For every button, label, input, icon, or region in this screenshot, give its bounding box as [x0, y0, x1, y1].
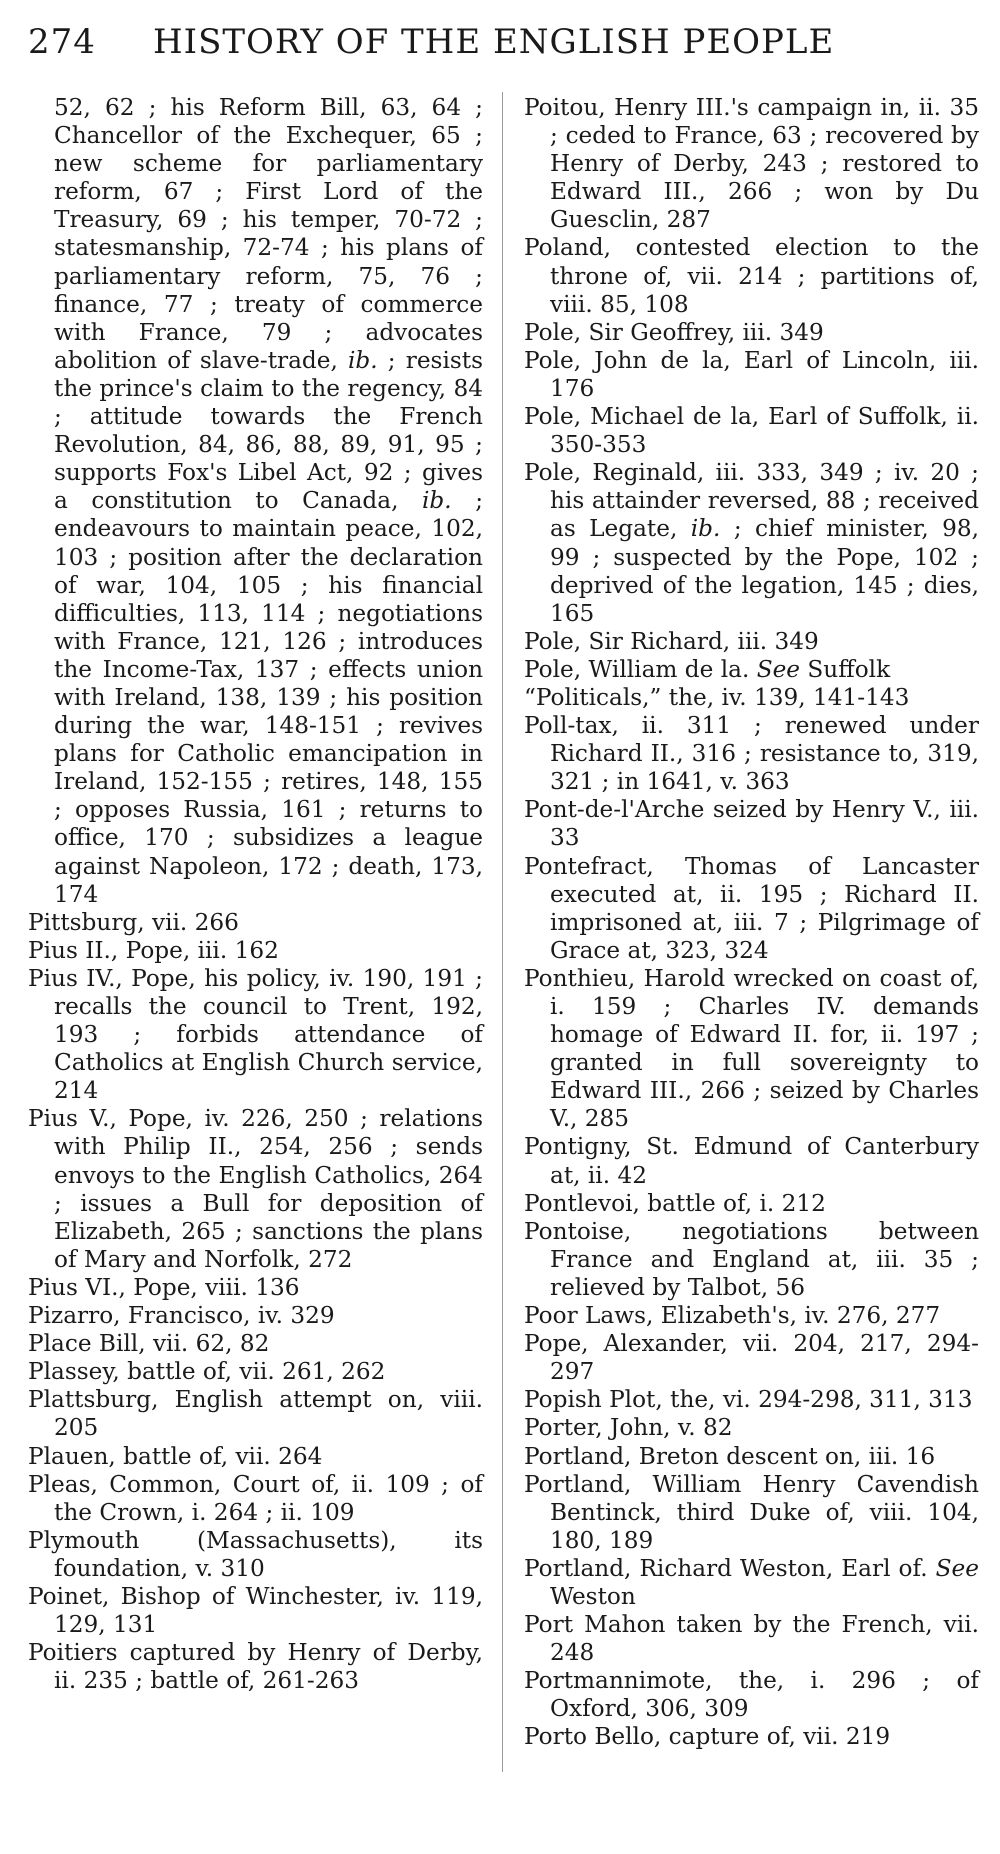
running-header: [28, 14, 988, 70]
index-entry: Pont-de-l'Arche seized by Henry V., iii. 33: [524, 796, 979, 852]
index-entry: Plattsburg, English attempt on, viii. 205: [28, 1386, 483, 1442]
index-column-right: [524, 94, 979, 1752]
index-entry: Pittsburg, vii. 266: [28, 908, 239, 936]
index-column-left: [28, 94, 483, 1695]
index-entry: Pius II., Pope, iii. 162: [28, 936, 279, 964]
index-entry: Pole, John de la, Earl of Lincoln, iii. 176: [524, 346, 979, 402]
index-entry: Portland, William Henry Cavendish Bentinck, third Duke of, viii. 104, 180, 189: [524, 1470, 979, 1554]
index-entry: Ponthieu, Harold wrecked on coast of, i. 159 ; Charles IV. demands homage of Edward II. for, ii. 197 ; granted in full sovereignty to Edward III., 266 ; seized by Charles V., 285: [524, 964, 979, 1133]
index-entry-continuation: 52, 62 ; his Reform Bill, 63, 64 ; Chancellor of the Exchequer, 65 ; new scheme for parliamentary reform, 67 ; First Lord of the Treasury, 69 ; his temper, 70-72 ; statesmanship, 72-74 ; his plans of parliamentary reform, 75, 76 ; finance, 77 ; treaty of commerce with France, 79 ; advocates abolition of slave-trade, ib. ; resists the prince's claim to the regency, 84 ; attitude towards the French Revolution, 84, 86, 88, 89, 91, 95 ; supports Fox's Libel Act, 92 ; gives a constitution to Canada, ib. ; endeavours to maintain peace, 102, 103 ; position after the declaration of war, 104, 105 ; his financial difficulties, 113, 114 ; negotiations with France, 121, 126 ; introduces the Income-Tax, 137 ; effects union with Ireland, 138, 139 ; his position during the war, 148-151 ; revives plans for Catholic emancipation in Ireland, 152-155 ; retires, 148, 155 ; opposes Russia, 161 ; returns to office, 170 ; subsidizes a league against Napoleon, 172 ; death, 173, 174: [54, 94, 484, 908]
index-entry: Pole, William de la. See Suffolk: [524, 655, 891, 683]
index-entry: Pontoise, negotiations between France and England at, iii. 35 ; relieved by Talbot, 56: [524, 1217, 979, 1301]
index-entry: Portland, Richard Weston, Earl of. See Weston: [524, 1554, 979, 1610]
index-entry: Pontigny, St. Edmund of Canterbury at, ii. 42: [524, 1133, 979, 1189]
running-title: HISTORY OF THE ENGLISH PEOPLE: [153, 22, 835, 62]
index-entry: Pius IV., Pope, his policy, iv. 190, 191 ; recalls the council to Trent, 192, 193 ; forbids attendance of Catholics at English Church service, 214: [28, 964, 483, 1105]
index-entry: Pius VI., Pope, viii. 136: [28, 1273, 300, 1301]
index-entry: Poll-tax, ii. 311 ; renewed under Richard II., 316 ; resistance to, 319, 321 ; in 1641, v. 363: [524, 712, 979, 796]
index-entry: Plauen, battle of, vii. 264: [28, 1442, 323, 1470]
index-entry: Poinet, Bishop of Winchester, iv. 119, 129, 131: [28, 1582, 483, 1639]
index-entry: Pole, Reginald, iii. 333, 349 ; iv. 20 ; his attainder reversed, 88 ; received as Legate, ib. ; chief minister, 98, 99 ; suspected by the Pope, 102 ; deprived of the legation, 145 ; dies, 165: [524, 459, 979, 627]
index-entry: Poor Laws, Elizabeth's, iv. 276, 277: [524, 1302, 941, 1330]
index-entry: Pole, Sir Geoffrey, iii. 349: [524, 318, 824, 346]
index-entry: Popish Plot, the, vi. 294-298, 311, 313: [524, 1386, 973, 1414]
index-entry: Pontlevoi, battle of, i. 212: [524, 1189, 826, 1217]
index-entry: Poland, contested election to the throne of, vii. 214 ; partitions of, viii. 85, 108: [524, 234, 979, 318]
index-entry: Port Mahon taken by the French, vii. 248: [524, 1611, 979, 1667]
index-entry: Plassey, battle of, vii. 261, 262: [28, 1358, 386, 1386]
index-entry: Portmannimote, the, i. 296 ; of Oxford, 306, 309: [524, 1667, 979, 1723]
index-entry: Pius V., Pope, iv. 226, 250 ; relations with Philip II., 254, 256 ; sends envoys to the English Catholics, 264 ; issues a Bull for deposition of Elizabeth, 265 ; sanctions the plans of Mary and Norfolk, 272: [28, 1105, 483, 1273]
index-entry: Plymouth (Massachusetts), its foundation, v. 310: [28, 1526, 483, 1582]
index-entry: Poitou, Henry III.'s campaign in, ii. 35 ; ceded to France, 63 ; recovered by Henry of Derby, 243 ; restored to Edward III., 266 ; won by Du Guesclin, 287: [524, 94, 979, 234]
index-entry: Porter, John, v. 82: [524, 1414, 733, 1442]
index-entry: Pleas, Common, Court of, ii. 109 ; of the Crown, i. 264 ; ii. 109: [28, 1470, 483, 1526]
index-entry: “Politicals,” the, iv. 139, 141-143: [524, 683, 910, 711]
index-entry: Pole, Michael de la, Earl of Suffolk, ii. 350-353: [524, 403, 979, 459]
index-entry: Pole, Sir Richard, iii. 349: [524, 627, 819, 655]
index-entry: Porto Bello, capture of, vii. 219: [524, 1723, 891, 1751]
column-divider: [502, 92, 503, 1772]
page-number: 274: [28, 22, 96, 62]
index-entry: Place Bill, vii. 62, 82: [28, 1330, 270, 1358]
index-entry: Pope, Alexander, vii. 204, 217, 294-297: [524, 1330, 979, 1386]
index-entry: Pizarro, Francisco, iv. 329: [28, 1302, 335, 1330]
index-entry: Portland, Breton descent on, iii. 16: [524, 1442, 936, 1470]
index-entry: Poitiers captured by Henry of Derby, ii. 235 ; battle of, 261-263: [28, 1639, 483, 1695]
index-entry: Pontefract, Thomas of Lancaster executed at, ii. 195 ; Richard II. imprisoned at, iii. 7 ; Pilgrimage of Grace at, 323, 324: [524, 852, 979, 964]
